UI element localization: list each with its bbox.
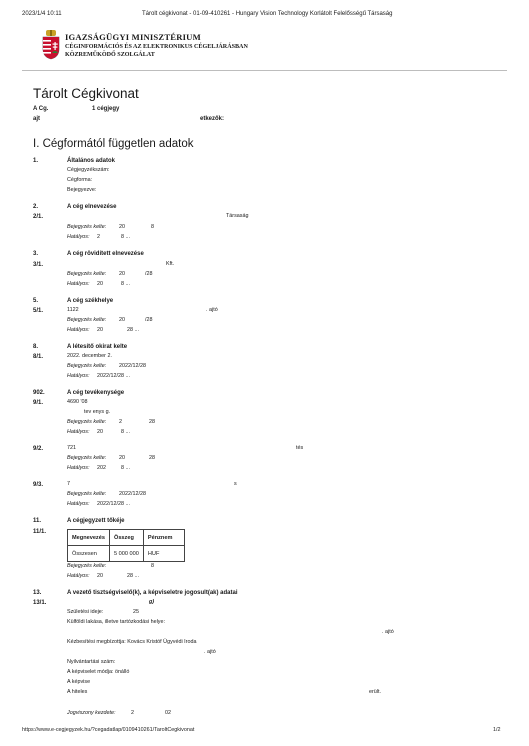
intro-line2-b: etkezők:	[200, 116, 225, 122]
s5-bej-value2: /28	[145, 317, 153, 323]
s8-bej-label: Bejegyzés kelte:	[67, 363, 107, 369]
s9-3-hat-label: Hatályos:	[67, 501, 90, 507]
s8-hat-label: Hatályos:	[67, 373, 90, 379]
s9-1-bej-label: Bejegyzés kelte:	[67, 419, 107, 425]
s9-3-hat-value: 2022/12/28 ...	[97, 501, 130, 507]
s9-1-subnumber: 9/1.	[33, 400, 44, 406]
s9-1-hat-value: 20	[97, 429, 103, 435]
page-title: Tárolt Cégkivonat	[33, 86, 139, 101]
s11-heading: A cégjegyzett tőkéje	[67, 518, 125, 524]
s2-bej-label: Bejegyzés kelte:	[67, 224, 107, 230]
intro-line1-b: 1 cégjegy	[92, 106, 120, 112]
s9-number: 902.	[33, 390, 45, 396]
s13-birth-value: 25	[133, 609, 139, 615]
s8-heading: A létesítő okirat kelte	[67, 344, 128, 350]
s5-bej-label: Bejegyzés kelte:	[67, 317, 107, 323]
s3-heading: A cég rövidített elnevezése	[67, 251, 144, 257]
s13-foreign-address-door: . ajtó	[382, 629, 394, 635]
s13-registration-number-label: Nyilvántartási szám:	[67, 659, 116, 665]
s1-heading: Általános adatok	[67, 158, 116, 164]
table-header-cell: Összeg	[109, 530, 143, 546]
s9-2-hat-label: Hatályos:	[67, 465, 90, 471]
s9-1-hat-label: Hatályos:	[67, 429, 90, 435]
s2-hat-label: Hatályos:	[67, 234, 90, 240]
s9-3-bej-value: 2022/12/28	[119, 491, 146, 497]
print-datetime: 2023/1/4 10:11	[22, 11, 62, 17]
s3-short-name-text: Kft.	[166, 261, 175, 267]
ministry-name: IGAZSÁGÜGYI MINISZTÉRIUM	[65, 32, 201, 42]
s13-legal-relationship-value2: 02	[165, 710, 171, 716]
s13-erult-text: erült.	[369, 689, 381, 695]
s13-number: 13.	[33, 590, 42, 596]
s9-3-activity-code: 7	[67, 481, 70, 487]
s3-bej-value2: /28	[145, 271, 153, 277]
service-name-line2: KÖZREMŰKÖDŐ SZOLGÁLAT	[65, 52, 155, 58]
s2-bej-value2: 8	[151, 224, 154, 230]
s5-heading: A cég székhelye	[67, 298, 114, 304]
s13-legal-relationship-value: 2	[131, 710, 134, 716]
table-row	[68, 546, 185, 562]
section-title: I. Cégformától független adatok	[33, 138, 194, 150]
s11-number: 11.	[33, 518, 42, 524]
table-cell: 5 000 000	[109, 546, 143, 562]
s9-3-activity-desc: s	[234, 481, 237, 487]
s5-hat-value2: 28 ...	[127, 327, 139, 333]
s13-birth-label: Születési ideje:	[67, 609, 104, 615]
s2-hat-value2: 8 ...	[121, 234, 130, 240]
table-header-cell: Pénznem	[143, 530, 185, 546]
s3-bej-label: Bejegyzés kelte:	[67, 271, 107, 277]
s5-address-zip: 1122	[67, 307, 79, 313]
s9-1-hat-value2: 8 ...	[121, 429, 130, 435]
s8-subnumber: 8/1.	[33, 354, 44, 360]
s2-hat-value: 2	[97, 234, 100, 240]
s9-2-subnumber: 9/2.	[33, 446, 44, 452]
s13-hiteles-text: A hiteles	[67, 689, 88, 695]
s2-bej-value: 20	[119, 224, 125, 230]
s5-hat-value: 20	[97, 327, 103, 333]
s8-hat-value: 2022/12/28 ...	[97, 373, 130, 379]
s3-hat-label: Hatályos:	[67, 281, 90, 287]
s11-subnumber: 11/1.	[33, 529, 47, 535]
s8-deed-date: 2022. december 2.	[67, 353, 112, 359]
s8-number: 8.	[33, 344, 39, 350]
s9-1-activity-code: 4690 '08	[67, 399, 88, 405]
s5-hat-label: Hatályos:	[67, 327, 90, 333]
s13-delivery-agent: Kézbesítési megbízottja: Kovács Kristóf Ügyvédi Iroda	[67, 639, 197, 645]
table-header-row	[68, 530, 185, 546]
s2-heading: A cég elnevezése	[67, 204, 117, 210]
s2-number: 2.	[33, 204, 39, 210]
s11-hat-value: 20	[97, 573, 103, 579]
s3-subnumber: 3/1.	[33, 262, 44, 268]
s13-kepvise-text: A képvise	[67, 679, 91, 685]
service-name-line1: CÉGINFORMÁCIÓS ÉS AZ ELEKTRONIKUS CÉGELJÁRÁSBAN	[65, 44, 248, 50]
s9-2-hat-value: 202	[97, 465, 106, 471]
s13-name-suffix: g)	[149, 599, 155, 605]
s3-hat-value: 20	[97, 281, 103, 287]
s9-3-subnumber: 9/3.	[33, 482, 44, 488]
s2-name-text: Társaság	[226, 213, 249, 219]
header-divider	[22, 70, 507, 71]
s9-2-bej-value: 20	[119, 455, 125, 461]
table-cell: Összesen	[68, 546, 110, 562]
share-capital-table	[67, 529, 185, 562]
s9-2-activity-code: 721	[67, 445, 76, 451]
s9-1-activity-desc: tev enys g.	[84, 409, 111, 415]
s11-hat-value2: 28 ...	[127, 573, 139, 579]
print-document-title: Tárolt cégkivonat - 01-09-410261 - Hungary Vision Technology Korlátolt Felelősségű Társaság	[142, 11, 393, 17]
s3-number: 3.	[33, 251, 39, 257]
s9-2-hat-value2: 8 ...	[121, 465, 130, 471]
s9-1-bej-value: 2	[119, 419, 122, 425]
s3-hat-value2: 8 ...	[121, 281, 130, 287]
hungarian-coat-of-arms-icon	[40, 30, 62, 60]
intro-line2-a: ajt	[33, 116, 41, 122]
s13-legal-relationship-label: Jogviszony kezdete:	[67, 710, 116, 716]
s11-bej-value: 8	[151, 563, 154, 569]
table-cell: HUF	[143, 546, 185, 562]
s9-1-bej-value2: 28	[149, 419, 155, 425]
intro-line1-a: A Cg.	[33, 106, 49, 112]
s1-company-form-label: Cégforma:	[67, 177, 93, 183]
s13-delivery-agent-door: . ajtó	[204, 649, 216, 655]
s2-subnumber: 2/1.	[33, 214, 44, 220]
s9-3-bej-label: Bejegyzés kelte:	[67, 491, 107, 497]
s8-bej-value: 2022/12/28	[119, 363, 146, 369]
s5-number: 5.	[33, 298, 39, 304]
s3-bej-value: 20	[119, 271, 125, 277]
s5-subnumber: 5/1.	[33, 308, 44, 314]
s5-bej-value: 20	[119, 317, 125, 323]
s1-registered-label: Bejegyezve:	[67, 187, 97, 193]
s1-company-reg-number-label: Cégjegyzékszám:	[67, 167, 110, 173]
s9-heading: A cég tevékenysége	[67, 390, 125, 396]
s13-heading: A vezető tisztségviselő(k), a képviseletre jogosult(ak) adatai	[67, 590, 238, 596]
s13-foreign-address-label: Külföldi lakása, illetve tartózkodási helye:	[67, 619, 165, 625]
s11-hat-label: Hatályos:	[67, 573, 90, 579]
s5-address-door: . ajtó	[206, 307, 218, 313]
s9-2-bej-label: Bejegyzés kelte:	[67, 455, 107, 461]
s1-number: 1.	[33, 158, 39, 164]
s13-representation-mode: A képviselet módja: önálló	[67, 669, 130, 675]
table-header-cell: Megnevezés	[68, 530, 110, 546]
s9-2-bej-value2: 28	[149, 455, 155, 461]
s9-2-activity-desc: tés	[296, 445, 304, 451]
s11-bej-label: Bejegyzés kelte:	[67, 563, 107, 569]
s13-subnumber: 13/1.	[33, 600, 47, 606]
footer-page-number: 1/2	[493, 727, 501, 733]
footer-url: https://www.e-cegjegyzek.hu/?cegadatlap/0109410261/TaroltCegkivonat	[22, 727, 195, 733]
